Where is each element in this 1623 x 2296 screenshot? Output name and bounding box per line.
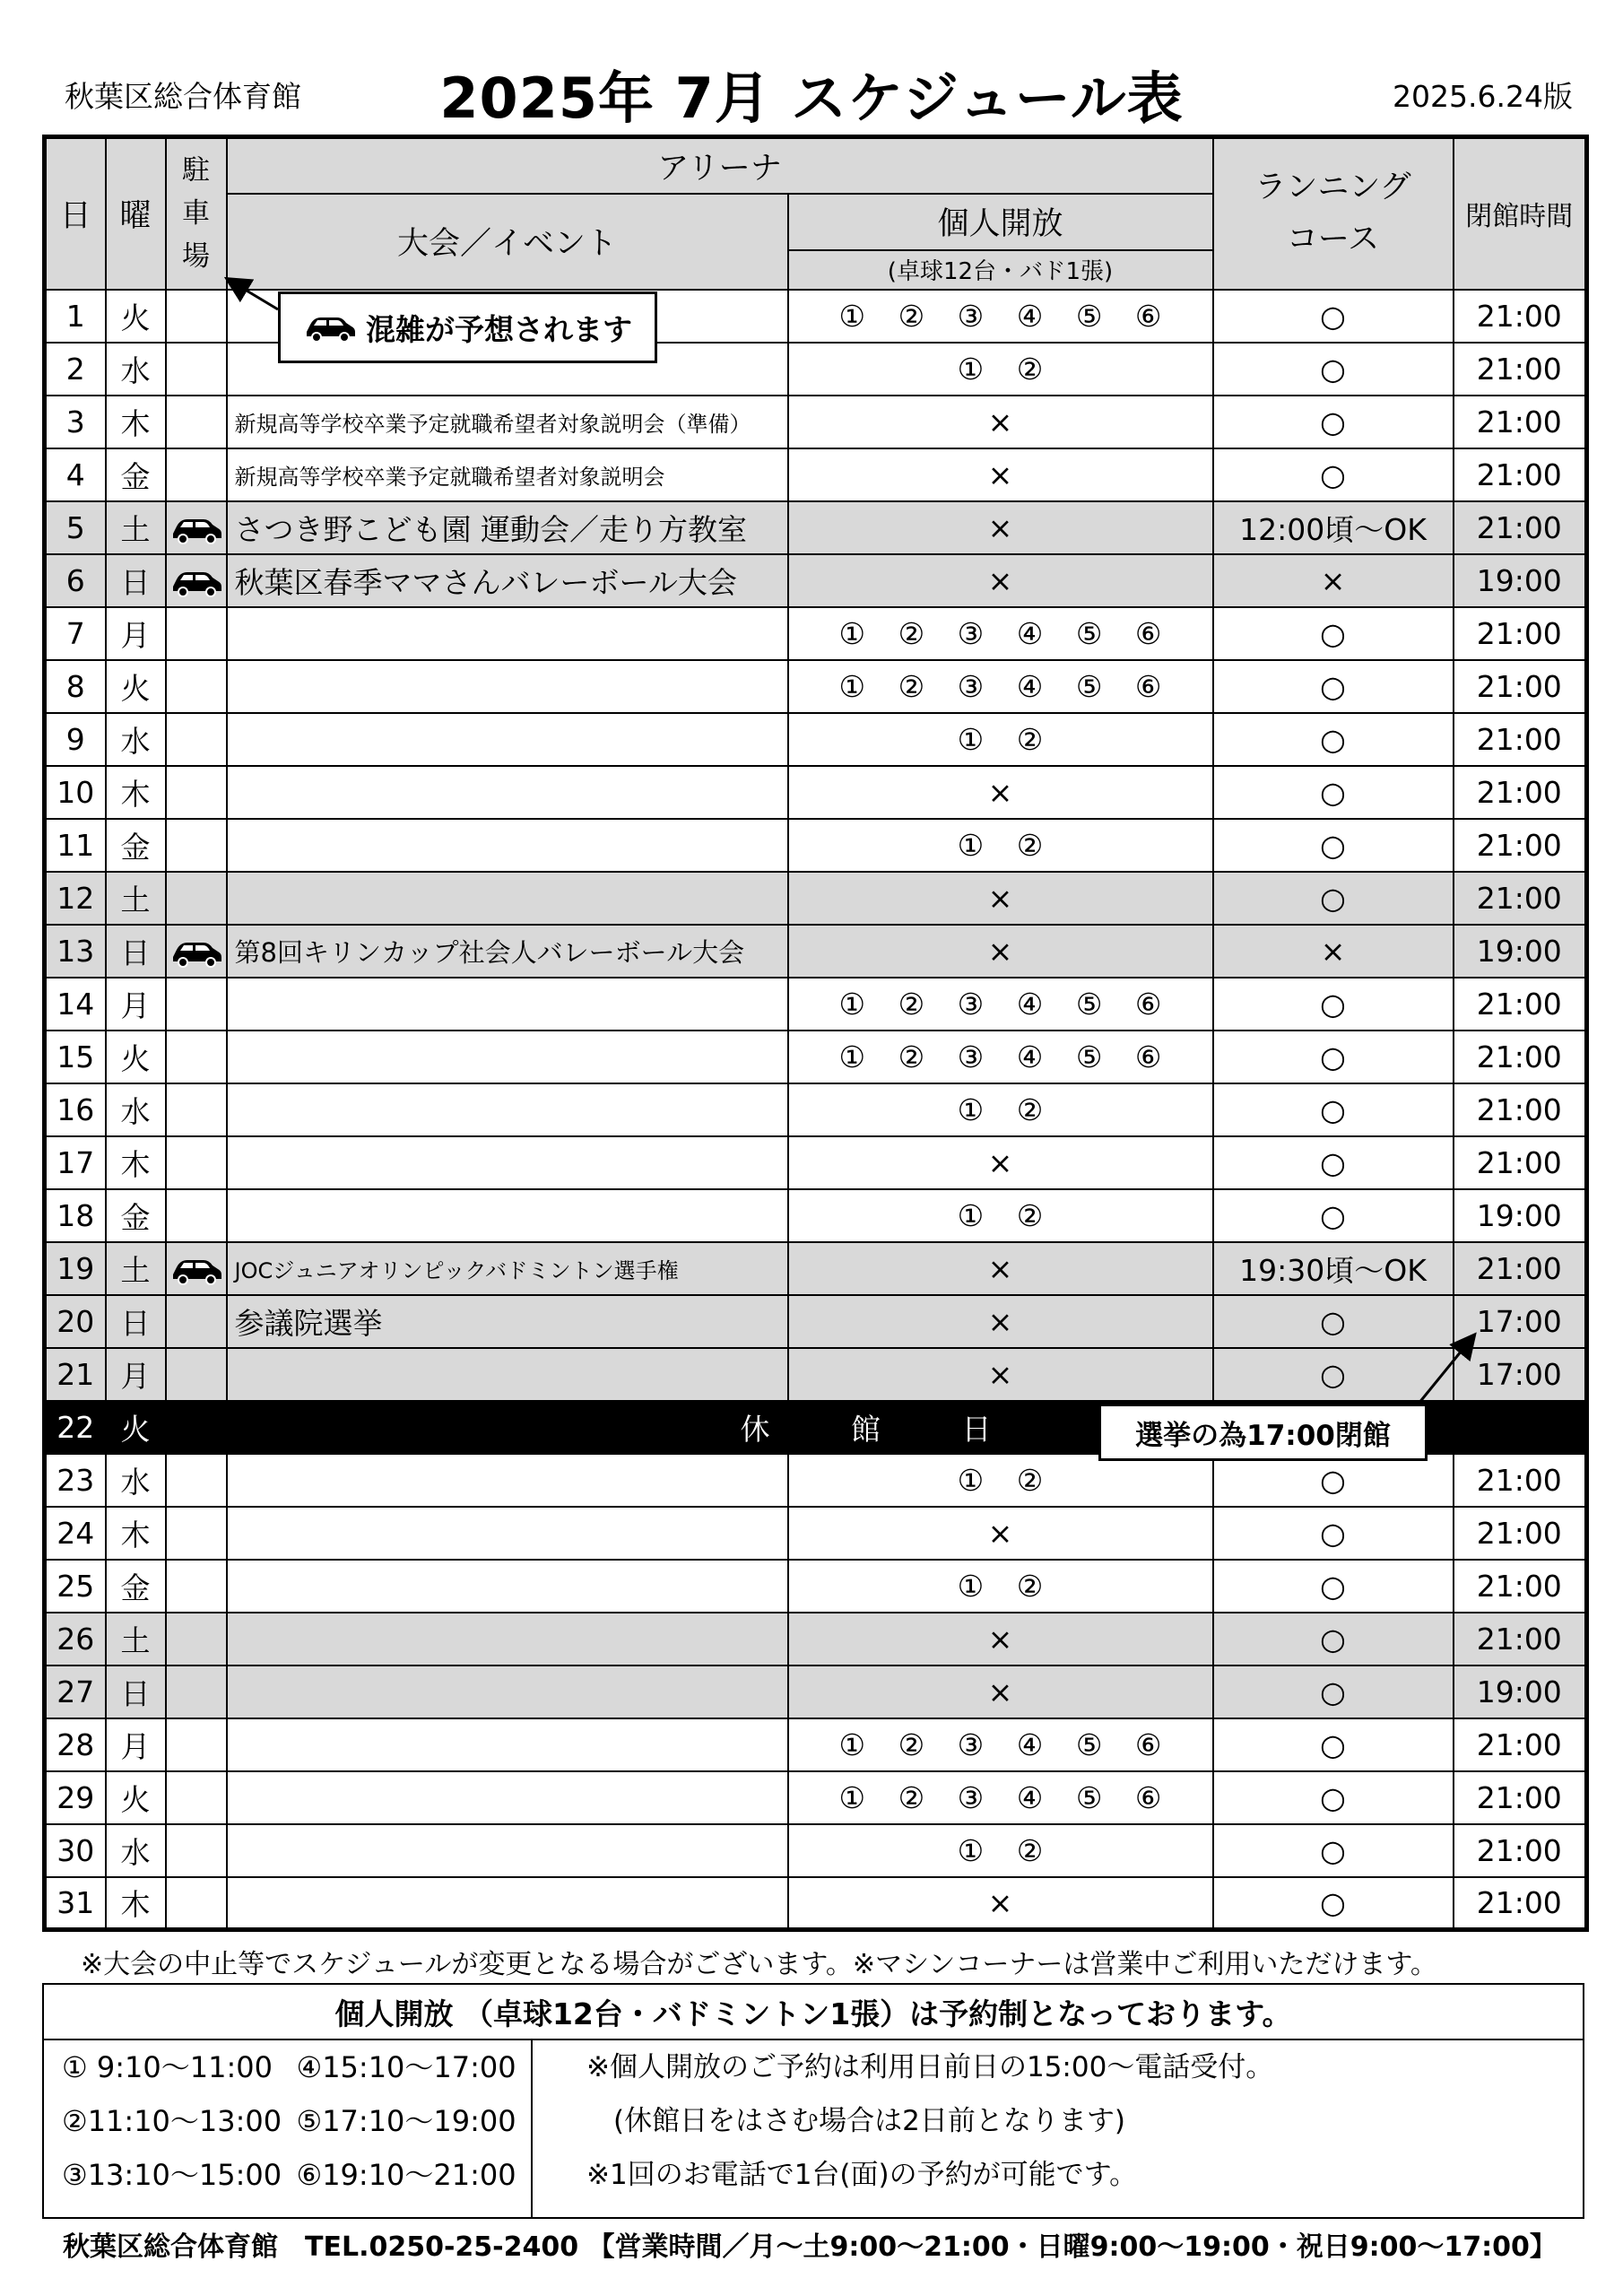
event-cell [227, 766, 788, 819]
running-cell: ○ [1213, 1877, 1454, 1930]
weekday-cell: 木 [106, 1507, 166, 1560]
weekday-cell: 火 [106, 1031, 166, 1083]
parking-cell [166, 1242, 227, 1295]
schedule-row [45, 1560, 1587, 1613]
event-cell [227, 1824, 788, 1877]
closing-cell: 21:00 [1454, 872, 1587, 925]
schedule-row [45, 501, 1587, 554]
change-note: ※大会の中止等でスケジュールが変更となる場合がございます。※マシンコーナーは営業中ご利用いただけます。 [81, 1949, 1437, 1980]
weekday-cell: 日 [106, 554, 166, 607]
header-weekday: 曜 [106, 137, 166, 290]
individual-cell: ① ② ③ ④ ⑤ ⑥ [788, 290, 1213, 343]
individual-cell: × [788, 1295, 1213, 1348]
parking-cell [166, 819, 227, 872]
weekday-cell: 金 [106, 448, 166, 501]
weekday-cell: 月 [106, 1348, 166, 1401]
closing-cell: 17:00 [1454, 1295, 1587, 1348]
weekday-cell: 木 [106, 1136, 166, 1189]
header-parking: 駐 車 場 [166, 137, 227, 290]
weekday-cell: 日 [106, 1665, 166, 1718]
day-cell: 8 [45, 660, 106, 713]
event-cell [227, 819, 788, 872]
parking-cell [166, 1877, 227, 1930]
parking-cell [166, 554, 227, 607]
closing-cell: 21:00 [1454, 1560, 1587, 1613]
schedule-row [45, 1771, 1587, 1824]
weekday-cell: 月 [106, 1718, 166, 1771]
event-cell [227, 1454, 788, 1507]
event-cell [227, 1771, 788, 1824]
event-cell [227, 1348, 788, 1401]
running-cell: 19:30頃～OK [1213, 1242, 1454, 1295]
schedule-row [45, 713, 1587, 766]
day-cell: 17 [45, 1136, 106, 1189]
running-cell: ○ [1213, 1454, 1454, 1507]
closing-cell: 21:00 [1454, 501, 1587, 554]
event-cell [227, 872, 788, 925]
parking-cell [166, 766, 227, 819]
day-cell: 10 [45, 766, 106, 819]
running-cell: ○ [1213, 660, 1454, 713]
parking-cell [166, 501, 227, 554]
day-cell: 11 [45, 819, 106, 872]
schedule-row [45, 554, 1587, 607]
event-cell [227, 1560, 788, 1613]
weekday-cell: 金 [106, 819, 166, 872]
closing-cell: 19:00 [1454, 554, 1587, 607]
schedule-row [45, 1824, 1587, 1877]
election-callout [1098, 1404, 1428, 1461]
schedule-row [45, 1083, 1587, 1136]
schedule-row [45, 925, 1587, 978]
day-cell: 29 [45, 1771, 106, 1824]
individual-cell: × [788, 501, 1213, 554]
day-cell: 22 [45, 1401, 106, 1454]
parking-cell [166, 1295, 227, 1348]
individual-cell: ① ② [788, 1824, 1213, 1877]
day-cell: 5 [45, 501, 106, 554]
weekday-cell: 水 [106, 713, 166, 766]
running-cell: ○ [1213, 872, 1454, 925]
weekday-cell: 木 [106, 1877, 166, 1930]
header-individual-sub: (卓球12台・バド1張) [788, 250, 1213, 290]
closing-cell: 21:00 [1454, 713, 1587, 766]
closing-cell: 21:00 [1454, 1136, 1587, 1189]
closing-cell: 21:00 [1454, 343, 1587, 396]
day-cell: 16 [45, 1083, 106, 1136]
event-cell [227, 1613, 788, 1665]
individual-cell: ① ② [788, 713, 1213, 766]
schedule-row [45, 1295, 1587, 1348]
running-cell: ○ [1213, 1295, 1454, 1348]
running-cell: × [1213, 554, 1454, 607]
event-cell [227, 978, 788, 1031]
day-cell: 21 [45, 1348, 106, 1401]
event-cell [227, 607, 788, 660]
individual-cell: × [788, 925, 1213, 978]
day-cell: 14 [45, 978, 106, 1031]
running-cell: ○ [1213, 1771, 1454, 1824]
running-cell: ○ [1213, 1824, 1454, 1877]
parking-cell [166, 713, 227, 766]
schedule-row [45, 1877, 1587, 1930]
car-icon [169, 937, 223, 968]
individual-cell: × [788, 872, 1213, 925]
schedule-row [45, 1348, 1587, 1401]
running-cell: ○ [1213, 1507, 1454, 1560]
running-cell: ○ [1213, 1718, 1454, 1771]
parking-cell [166, 1718, 227, 1771]
schedule-row [45, 1031, 1587, 1083]
weekday-cell: 火 [106, 1771, 166, 1824]
weekday-cell: 木 [106, 766, 166, 819]
weekday-cell: 火 [106, 660, 166, 713]
schedule-row [45, 1665, 1587, 1718]
day-cell: 20 [45, 1295, 106, 1348]
closing-cell: 19:00 [1454, 1189, 1587, 1242]
individual-cell: ① ② ③ ④ ⑤ ⑥ [788, 1718, 1213, 1771]
event-cell [227, 1507, 788, 1560]
running-cell: ○ [1213, 1348, 1454, 1401]
schedule-row [45, 448, 1587, 501]
closing-cell: 21:00 [1454, 978, 1587, 1031]
event-cell [227, 660, 788, 713]
running-cell: ○ [1213, 343, 1454, 396]
congestion-text: 混雑が予想されます [366, 311, 632, 347]
header-arena: アリーナ [227, 137, 1213, 194]
parking-cell [166, 660, 227, 713]
individual-cell: ① ② ③ ④ ⑤ ⑥ [788, 660, 1213, 713]
individual-cell: ① ② ③ ④ ⑤ ⑥ [788, 1031, 1213, 1083]
car-icon [169, 1255, 223, 1285]
slot-4: ④15:10～17:00 [296, 2050, 516, 2084]
day-cell: 15 [45, 1031, 106, 1083]
weekday-cell: 月 [106, 607, 166, 660]
facility-name: 秋葉区総合体育館 [65, 79, 301, 114]
parking-cell [166, 978, 227, 1031]
schedule-row [45, 978, 1587, 1031]
weekday-cell: 日 [106, 1295, 166, 1348]
parking-cell [166, 1665, 227, 1718]
running-cell: ○ [1213, 1031, 1454, 1083]
weekday-cell: 金 [106, 1189, 166, 1242]
running-cell: ○ [1213, 1613, 1454, 1665]
day-cell: 6 [45, 554, 106, 607]
reservation-box [42, 1983, 1584, 2219]
header-individual: 個人開放 [788, 194, 1213, 250]
weekday-cell: 月 [106, 978, 166, 1031]
day-cell: 31 [45, 1877, 106, 1930]
weekday-cell: 水 [106, 1083, 166, 1136]
running-cell: ○ [1213, 448, 1454, 501]
closing-cell: 21:00 [1454, 766, 1587, 819]
day-cell: 26 [45, 1613, 106, 1665]
day-cell: 13 [45, 925, 106, 978]
running-cell: ○ [1213, 1189, 1454, 1242]
day-cell: 18 [45, 1189, 106, 1242]
individual-cell: × [788, 1507, 1213, 1560]
individual-cell: × [788, 1348, 1213, 1401]
schedule-row [45, 1454, 1587, 1507]
election-text: 選挙の為17:00閉館 [1135, 1419, 1391, 1452]
individual-cell: ① ② ③ ④ ⑤ ⑥ [788, 1771, 1213, 1824]
event-cell: 第8回キリンカップ社会人バレーボール大会 [227, 925, 788, 978]
parking-cell [166, 343, 227, 396]
event-cell: 新規高等学校卒業予定就職希望者対象説明会 [227, 448, 788, 501]
closing-cell: 21:00 [1454, 660, 1587, 713]
individual-cell: × [788, 448, 1213, 501]
day-cell: 1 [45, 290, 106, 343]
day-cell: 25 [45, 1560, 106, 1613]
closing-cell: 21:00 [1454, 607, 1587, 660]
parking-cell [166, 1454, 227, 1507]
schedule-row [45, 1189, 1587, 1242]
individual-cell: ① ② ③ ④ ⑤ ⑥ [788, 607, 1213, 660]
closing-cell: 17:00 [1454, 1348, 1587, 1401]
reservation-note-3: ※1回のお電話で1台(面)の予約が可能です。 [586, 2159, 1138, 2191]
reservation-slots [44, 2040, 533, 2217]
day-cell: 28 [45, 1718, 106, 1771]
weekday-cell: 土 [106, 1613, 166, 1665]
individual-cell: ① ② [788, 1454, 1213, 1507]
parking-cell [166, 1771, 227, 1824]
day-cell: 24 [45, 1507, 106, 1560]
closing-cell: 21:00 [1454, 1454, 1587, 1507]
footer-contact: 秋葉区総合体育館 TEL.0250-25-2400 【営業時間／月～土9:00～21:00・日曜9:00～19:00・祝日9:00～17:00】 [63, 2231, 1557, 2263]
schedule-row [45, 1613, 1587, 1665]
header-event: 大会／イベント [227, 194, 788, 290]
schedule-row [45, 1507, 1587, 1560]
weekday-cell: 土 [106, 1242, 166, 1295]
closing-cell: 21:00 [1454, 396, 1587, 448]
reservation-note-2: (休館日をはさむ場合は2日前となります) [613, 2105, 1125, 2137]
parking-cell [166, 1824, 227, 1877]
closed-day-label: 休 館 日 [166, 1401, 1587, 1454]
closing-cell: 21:00 [1454, 290, 1587, 343]
individual-cell: ① ② ③ ④ ⑤ ⑥ [788, 978, 1213, 1031]
individual-cell: × [788, 1136, 1213, 1189]
closing-cell: 21:00 [1454, 1718, 1587, 1771]
individual-cell: ① ② [788, 1083, 1213, 1136]
schedule-row [45, 396, 1587, 448]
schedule-row [45, 1718, 1587, 1771]
day-cell: 3 [45, 396, 106, 448]
schedule-row [45, 607, 1587, 660]
running-cell: ○ [1213, 713, 1454, 766]
running-cell: ○ [1213, 1665, 1454, 1718]
event-cell [227, 1031, 788, 1083]
running-cell: ○ [1213, 978, 1454, 1031]
day-cell: 19 [45, 1242, 106, 1295]
weekday-cell: 火 [106, 1401, 166, 1454]
parking-cell [166, 1083, 227, 1136]
event-cell: JOCジュニアオリンピックバドミントン選手権 [227, 1242, 788, 1295]
running-cell: ○ [1213, 766, 1454, 819]
parking-cell [166, 396, 227, 448]
event-cell [227, 1665, 788, 1718]
event-cell [227, 1083, 788, 1136]
car-icon [169, 567, 223, 597]
closing-cell: 21:00 [1454, 1083, 1587, 1136]
slot-1: ① 9:10～11:00 [62, 2050, 273, 2084]
day-cell: 9 [45, 713, 106, 766]
reservation-heading: 個人開放 （卓球12台・バドミントン1張）は予約制となっております。 [44, 1985, 1583, 2040]
closing-cell: 21:00 [1454, 819, 1587, 872]
day-cell: 4 [45, 448, 106, 501]
weekday-cell: 日 [106, 925, 166, 978]
closing-cell: 21:00 [1454, 1877, 1587, 1930]
day-cell: 7 [45, 607, 106, 660]
event-cell [227, 1136, 788, 1189]
running-cell: 12:00頃～OK [1213, 501, 1454, 554]
event-cell [227, 1718, 788, 1771]
closing-cell: 21:00 [1454, 1824, 1587, 1877]
day-cell: 2 [45, 343, 106, 396]
slot-3: ③13:10～15:00 [62, 2158, 282, 2192]
parking-cell [166, 290, 227, 343]
header-running: ランニング コース [1213, 137, 1454, 290]
header-day: 日 [45, 137, 106, 290]
closing-cell: 19:00 [1454, 1665, 1587, 1718]
weekday-cell: 木 [106, 396, 166, 448]
weekday-cell: 水 [106, 343, 166, 396]
parking-cell [166, 1031, 227, 1083]
car-icon [303, 312, 357, 343]
weekday-cell: 水 [106, 1454, 166, 1507]
individual-cell: × [788, 1242, 1213, 1295]
individual-cell: ① ② [788, 819, 1213, 872]
individual-cell: × [788, 766, 1213, 819]
parking-cell [166, 1560, 227, 1613]
individual-cell: × [788, 1665, 1213, 1718]
weekday-cell: 金 [106, 1560, 166, 1613]
event-cell [227, 1189, 788, 1242]
individual-cell: ① ② [788, 1189, 1213, 1242]
schedule-row [45, 872, 1587, 925]
running-cell: ○ [1213, 1136, 1454, 1189]
closing-cell: 21:00 [1454, 1031, 1587, 1083]
schedule-row [45, 1136, 1587, 1189]
running-cell: ○ [1213, 290, 1454, 343]
closing-cell: 19:00 [1454, 925, 1587, 978]
schedule-row [45, 1242, 1587, 1295]
parking-cell [166, 448, 227, 501]
schedule-row [45, 290, 1587, 343]
reservation-note-1: ※個人開放のご予約は利用日前日の15:00～電話受付。 [586, 2051, 1274, 2083]
parking-cell [166, 1348, 227, 1401]
individual-cell: ① ② [788, 343, 1213, 396]
schedule-row [45, 343, 1587, 396]
event-cell: 秋葉区春季ママさんバレーボール大会 [227, 554, 788, 607]
slot-5: ⑤17:10～19:00 [296, 2104, 516, 2138]
day-cell: 12 [45, 872, 106, 925]
parking-cell [166, 1507, 227, 1560]
parking-cell [166, 1189, 227, 1242]
individual-cell: × [788, 1613, 1213, 1665]
weekday-cell: 土 [106, 501, 166, 554]
schedule-row [45, 766, 1587, 819]
running-cell: ○ [1213, 396, 1454, 448]
congestion-callout [278, 291, 657, 363]
event-cell: さつき野こども園 運動会／走り方教室 [227, 501, 788, 554]
schedule-row [45, 819, 1587, 872]
event-cell: 新規高等学校卒業予定就職希望者対象説明会（準備） [227, 396, 788, 448]
running-cell: ○ [1213, 1560, 1454, 1613]
parking-cell [166, 925, 227, 978]
page-title: 2025年 7月 スケジュール表 [439, 65, 1184, 131]
individual-cell: ① ② [788, 1560, 1213, 1613]
weekday-cell: 水 [106, 1824, 166, 1877]
closing-cell: 21:00 [1454, 1613, 1587, 1665]
parking-cell [166, 607, 227, 660]
running-cell: × [1213, 925, 1454, 978]
parking-cell [166, 872, 227, 925]
closing-cell: 21:00 [1454, 1507, 1587, 1560]
weekday-cell: 火 [106, 290, 166, 343]
slot-2: ②11:10～13:00 [62, 2104, 282, 2138]
running-cell: ○ [1213, 819, 1454, 872]
day-cell: 23 [45, 1454, 106, 1507]
closing-cell: 21:00 [1454, 1242, 1587, 1295]
running-cell: ○ [1213, 1083, 1454, 1136]
closing-cell: 21:00 [1454, 1771, 1587, 1824]
schedule-row [45, 660, 1587, 713]
header-closing: 閉館時間 [1454, 137, 1587, 290]
individual-cell: × [788, 396, 1213, 448]
closing-cell: 21:00 [1454, 448, 1587, 501]
day-cell: 27 [45, 1665, 106, 1718]
individual-cell: × [788, 1877, 1213, 1930]
weekday-cell: 土 [106, 872, 166, 925]
schedule-table [42, 135, 1589, 1932]
individual-cell: × [788, 554, 1213, 607]
parking-cell [166, 1613, 227, 1665]
car-icon [169, 514, 223, 544]
version-label: 2025.6.24版 [1393, 79, 1573, 114]
running-cell: ○ [1213, 607, 1454, 660]
event-cell [227, 1877, 788, 1930]
reservation-notes [586, 2040, 1273, 2202]
event-cell [227, 713, 788, 766]
parking-cell [166, 1136, 227, 1189]
day-cell: 30 [45, 1824, 106, 1877]
event-cell: 参議院選挙 [227, 1295, 788, 1348]
slot-6: ⑥19:10～21:00 [296, 2158, 516, 2192]
